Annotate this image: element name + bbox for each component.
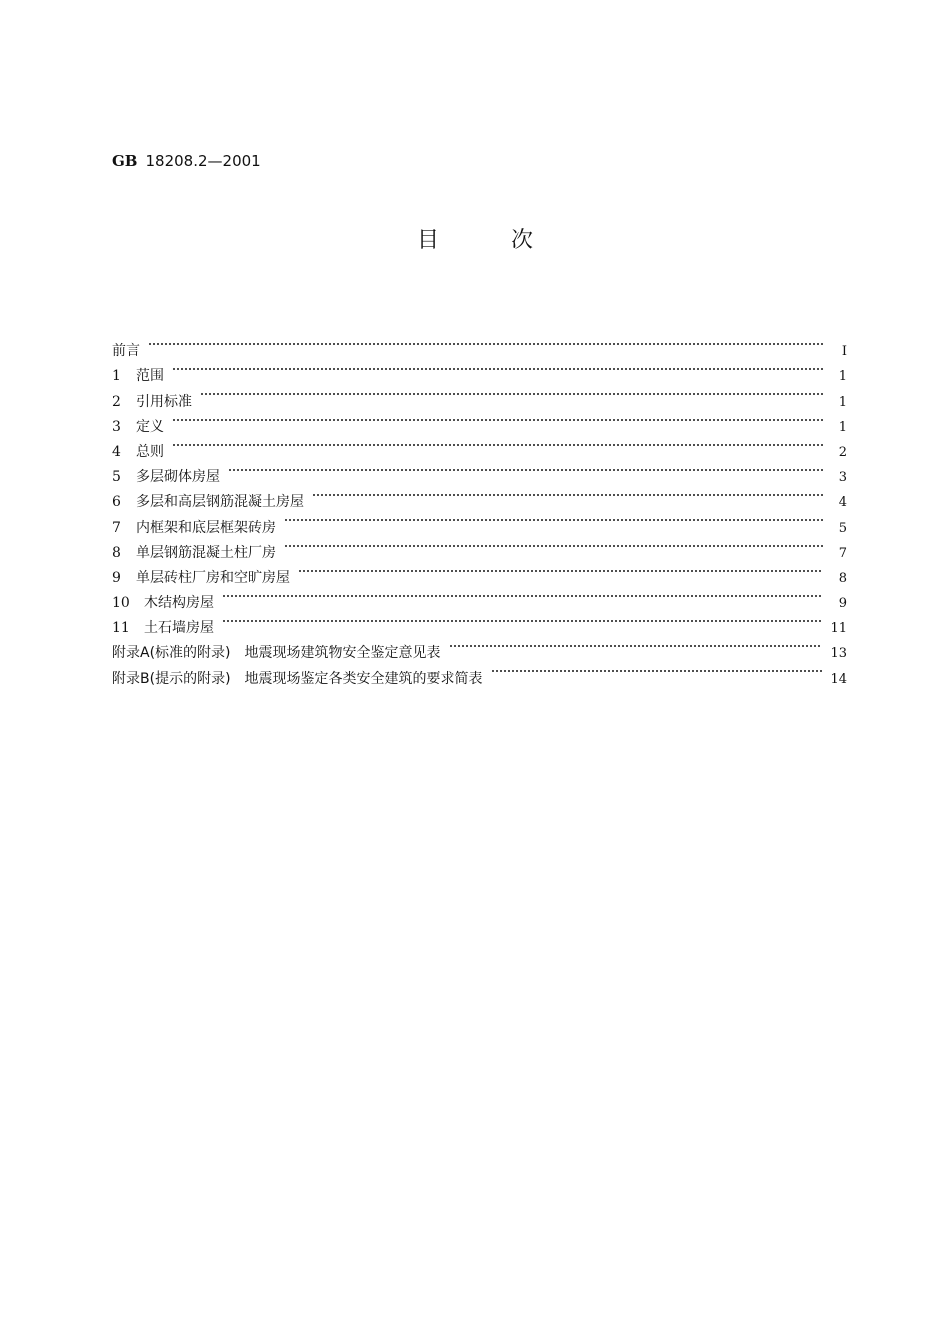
toc-entry-label: 范围 bbox=[136, 368, 164, 385]
toc-entry-number: 9 bbox=[112, 569, 121, 586]
toc-entry-label: 木结构房屋 bbox=[144, 595, 214, 612]
dot-leader bbox=[447, 632, 825, 657]
toc-entry-page: 3 bbox=[838, 470, 847, 486]
toc-entry-timber[interactable] bbox=[112, 582, 847, 612]
toc-entry-number: 10 bbox=[112, 595, 130, 612]
dot-leader bbox=[282, 532, 825, 557]
dot-leader bbox=[226, 456, 825, 481]
dot-leader bbox=[310, 481, 825, 506]
toc-entry-number: 1 bbox=[112, 368, 121, 385]
standard-prefix: GB bbox=[112, 152, 138, 170]
toc-entry-label: 单层钢筋混凝土柱厂房 bbox=[136, 544, 276, 561]
dot-leader bbox=[170, 431, 825, 456]
toc-entry-label: 引用标准 bbox=[136, 393, 192, 410]
toc-entry-page: 11 bbox=[830, 621, 847, 637]
toc-entry-label: 多层和高层钢筋混凝土房屋 bbox=[136, 494, 304, 511]
toc-entry-page: 14 bbox=[830, 671, 847, 687]
toc-entry-label: 总则 bbox=[136, 443, 164, 460]
toc-entry-number: 6 bbox=[112, 494, 121, 511]
toc-entry-number: 3 bbox=[112, 418, 121, 435]
dot-leader bbox=[296, 557, 825, 582]
toc-entry-general[interactable] bbox=[112, 431, 847, 460]
dot-leader bbox=[146, 330, 825, 355]
toc-entry-number: 11 bbox=[112, 620, 130, 637]
toc-entry-page: 5 bbox=[838, 520, 847, 536]
toc-entry-number: 7 bbox=[112, 519, 121, 536]
toc-entry-definitions[interactable] bbox=[112, 406, 847, 435]
toc-entry-page: 8 bbox=[838, 570, 847, 586]
dot-leader bbox=[198, 380, 825, 405]
dot-leader bbox=[170, 355, 825, 380]
toc-entry-number: 5 bbox=[112, 469, 121, 486]
toc-entry-page: 13 bbox=[830, 646, 847, 662]
toc-entry-scope[interactable] bbox=[112, 355, 847, 385]
dot-leader bbox=[282, 506, 825, 531]
dot-leader bbox=[489, 657, 825, 682]
toc-entry-page: 2 bbox=[838, 444, 847, 460]
toc-entry-page: 4 bbox=[838, 495, 847, 511]
toc-entry-page: 1 bbox=[838, 394, 847, 410]
toc-entry-label: 内框架和底层框架砖房 bbox=[136, 519, 276, 536]
toc-entry-label: 定义 bbox=[136, 418, 164, 435]
toc-entry-label: 土石墙房屋 bbox=[144, 620, 214, 637]
toc-title: 目次 bbox=[416, 228, 605, 253]
toc-entry-page: 7 bbox=[838, 545, 847, 561]
toc-entry-appendix-a[interactable] bbox=[112, 632, 847, 662]
toc-entry-number: 2 bbox=[112, 393, 121, 410]
toc-entry-normative-references[interactable] bbox=[112, 380, 847, 410]
toc-entry-earth-stone[interactable] bbox=[112, 607, 847, 637]
toc-entry-label: 前言 bbox=[112, 343, 140, 360]
toc-entry-number: 8 bbox=[112, 544, 121, 561]
toc-entry-label: 多层砌体房屋 bbox=[136, 469, 220, 486]
table-of-contents bbox=[112, 330, 847, 687]
dot-leader bbox=[170, 406, 825, 431]
standard-number: 18208.2—2001 bbox=[145, 152, 261, 170]
toc-entry-label: 附录B(提示的附录) 地震现场鉴定各类安全建筑的要求简表 bbox=[112, 670, 483, 687]
toc-entry-page: 1 bbox=[838, 369, 847, 385]
toc-entry-page: 9 bbox=[838, 596, 847, 612]
standard-number-header bbox=[112, 151, 261, 171]
toc-entry-number: 4 bbox=[112, 443, 121, 460]
toc-entry-masonry[interactable] bbox=[112, 456, 847, 486]
toc-entry-label: 单层砖柱厂房和空旷房屋 bbox=[136, 569, 290, 586]
toc-entry-page: I bbox=[841, 344, 847, 360]
toc-entry-page: 1 bbox=[838, 419, 847, 435]
dot-leader bbox=[220, 607, 824, 632]
toc-entry-label: 附录A(标准的附录) 地震现场建筑物安全鉴定意见表 bbox=[112, 645, 441, 662]
dot-leader bbox=[220, 582, 825, 607]
toc-entry-foreword[interactable] bbox=[112, 330, 847, 360]
